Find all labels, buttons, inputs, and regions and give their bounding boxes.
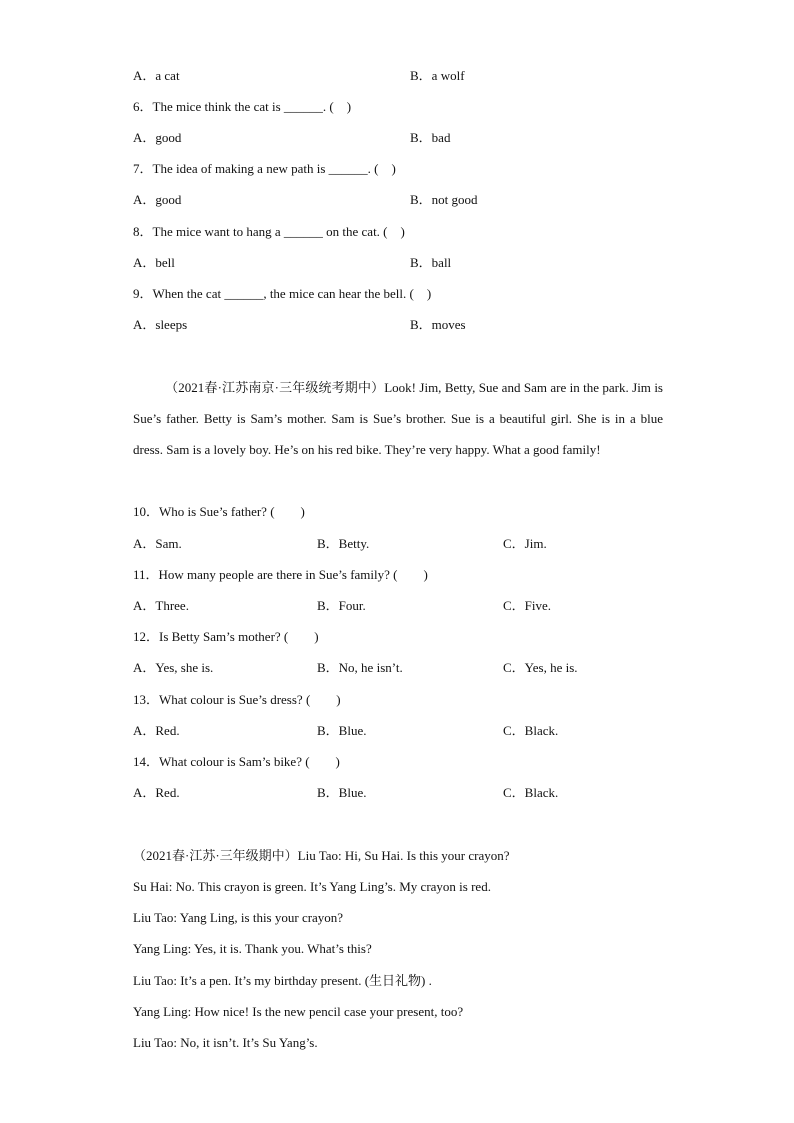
q12-option-a: A．Yes, she is. [133,660,214,675]
question-11: 11．How many people are there in Sue’s family? ( ) [133,567,428,582]
dialogue-line-5: Liu Tao: It’s a pen. It’s my birthday present. (生日礼物) . [133,973,432,988]
q11-option-a: A．Three. [133,598,189,613]
question-6: 6．The mice think the cat is ______. ( ) [133,99,352,114]
q13-option-c: C．Black. [503,723,559,738]
passage-text: （2021春·江苏南京·三年级统考期中）Look! Jim, Betty, Sue and Sam are in the park. Jim is Sue’s father. Betty is Sam’s mother. Sam is Sue’s brother. Sue is a beautiful girl. She is in a blue dress. Sam is a lovely boy. He’s on his red bike. They’re very happy. What a good family! [133,380,663,457]
q11-option-c: C．Five. [503,598,552,613]
q14-option-c: C．Black. [503,785,559,800]
q5-option-a: A．a cat [133,68,180,83]
dialogue-line-3: Liu Tao: Yang Ling, is this your crayon? [133,910,344,925]
q11-option-b: B．Four. [317,598,366,613]
dialogue-line-7: Liu Tao: No, it isn’t. It’s Su Yang’s. [133,1035,318,1050]
q6-option-b: B．bad [410,130,451,145]
q8-option-b: B．ball [410,255,452,270]
dialogue-line-4: Yang Ling: Yes, it is. Thank you. What’s this? [133,941,372,956]
q14-option-b: B．Blue. [317,785,367,800]
q14-option-a: A．Red. [133,785,180,800]
q13-option-a: A．Red. [133,723,180,738]
q10-option-b: B．Betty. [317,536,370,551]
q8-option-a: A．bell [133,255,175,270]
question-10: 10．Who is Sue’s father? ( ) [133,504,305,519]
q9-option-a: A．sleeps [133,317,188,332]
q10-option-c: C．Jim. [503,536,547,551]
q12-option-c: C．Yes, he is. [503,660,578,675]
q7-option-a: A．good [133,192,182,207]
q13-option-b: B．Blue. [317,723,367,738]
dialogue-line-6: Yang Ling: How nice! Is the new pencil case your present, too? [133,1004,464,1019]
question-12: 12．Is Betty Sam’s mother? ( ) [133,629,319,644]
question-7: 7．The idea of making a new path is ______. ( ) [133,161,396,176]
q5-option-b: B．a wolf [410,68,465,83]
q6-option-a: A．good [133,130,182,145]
question-14: 14．What colour is Sam’s bike? ( ) [133,754,340,769]
question-8: 8．The mice want to hang a ______ on the cat. ( ) [133,224,405,239]
dialogue-line-2: Su Hai: No. This crayon is green. It’s Yang Ling’s. My crayon is red. [133,879,491,894]
q9-option-b: B．moves [410,317,466,332]
dialogue-line-1: （2021春·江苏·三年级期中）Liu Tao: Hi, Su Hai. Is this your crayon? [133,848,510,863]
reading-passage [133,372,663,465]
q10-option-a: A．Sam. [133,536,182,551]
question-13: 13．What colour is Sue’s dress? ( ) [133,692,341,707]
q12-option-b: B．No, he isn’t. [317,660,403,675]
question-9: 9．When the cat ______, the mice can hear the bell. ( ) [133,286,432,301]
q7-option-b: B．not good [410,192,478,207]
